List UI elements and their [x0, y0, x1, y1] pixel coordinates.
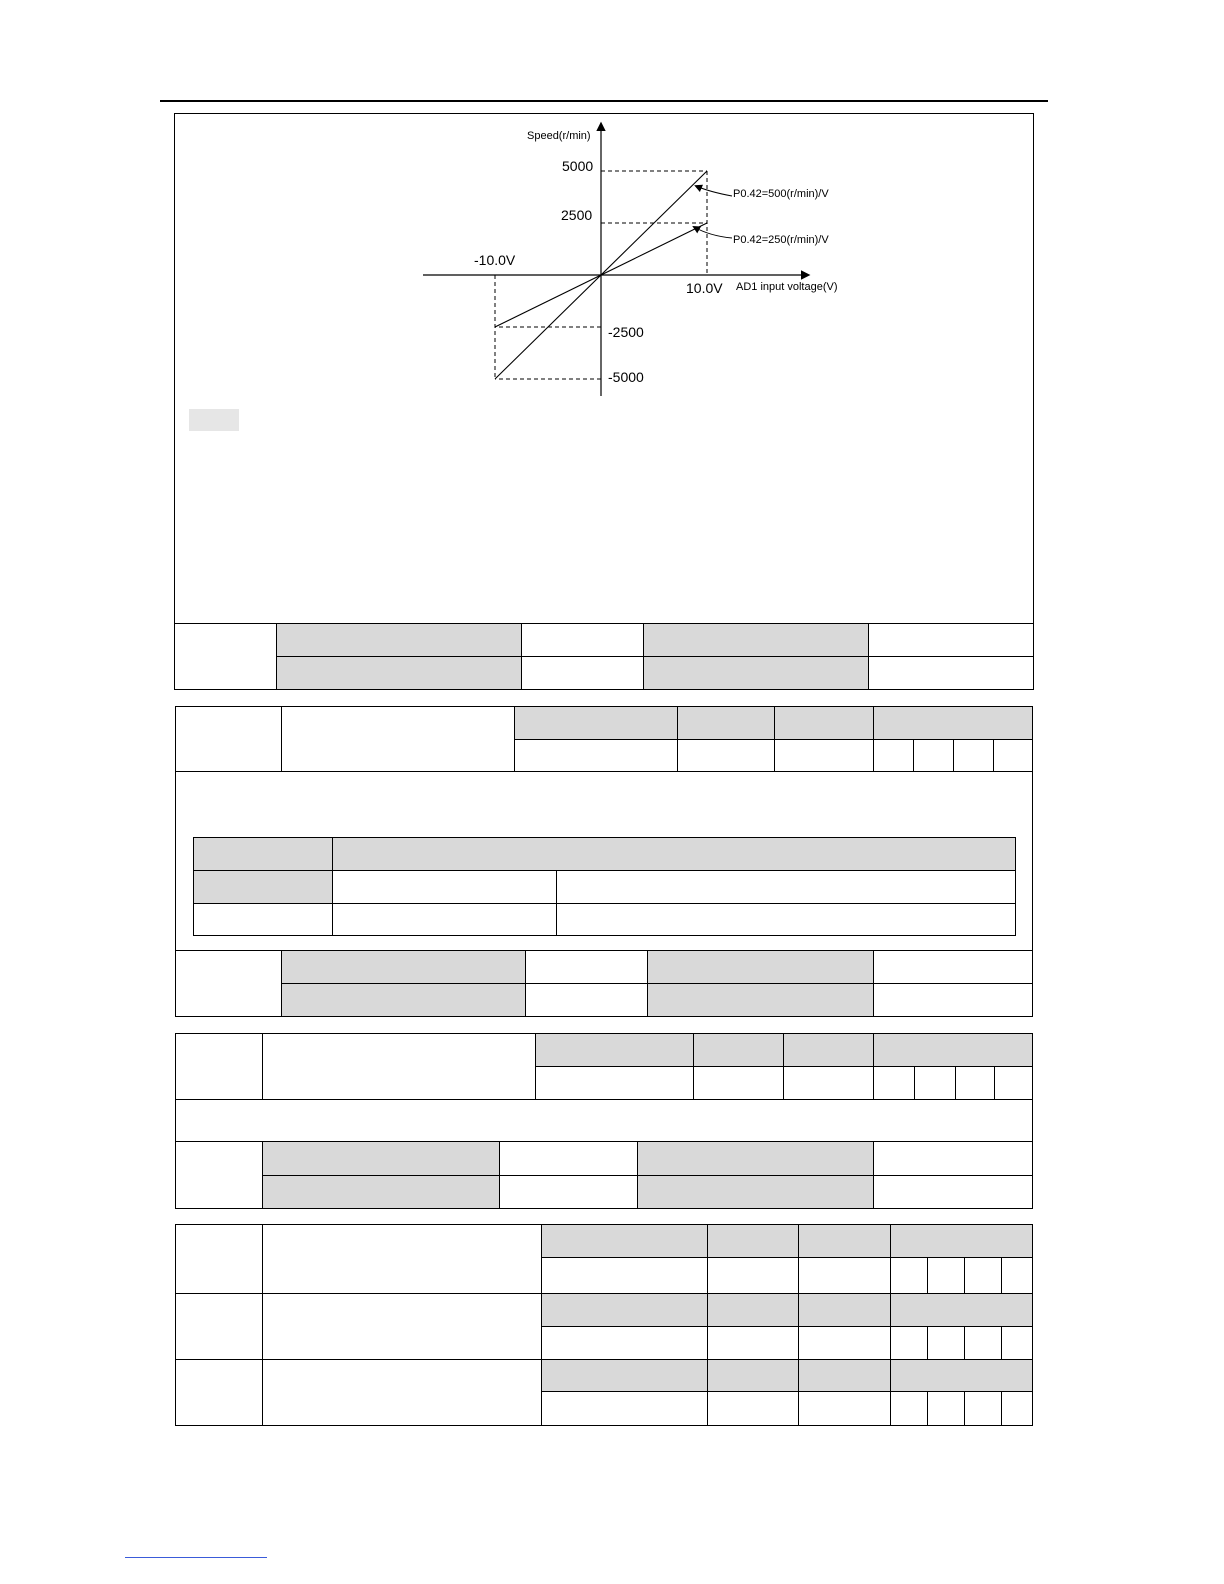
annotation-label: P0.42=250(r/min)/V [733, 234, 829, 246]
block2-mode-cell [953, 739, 994, 772]
block3-cell [637, 1175, 874, 1209]
block4-mode-cell [890, 1257, 928, 1294]
block4-mode-cell [927, 1326, 965, 1360]
x-tick-label: 10.0V [686, 280, 723, 296]
block4-mode-cell [964, 1326, 1002, 1360]
block2-cell [873, 950, 1033, 984]
inner-table-cell [556, 870, 1016, 904]
block1-cell [868, 656, 1034, 690]
block1-row-label [174, 623, 277, 690]
inner-table-header [332, 837, 1016, 871]
block2-head-cell [677, 706, 775, 740]
block2-head-cell [514, 706, 678, 740]
block2-value-cell [677, 739, 775, 772]
block4-mode-cell [964, 1257, 1002, 1294]
block3-value-cell [783, 1066, 874, 1100]
block2-cell [281, 950, 526, 984]
block3-row-label [175, 1141, 263, 1209]
block3-cell [262, 1175, 500, 1209]
block4-head-cell [707, 1224, 799, 1258]
block4-value-cell [707, 1326, 799, 1360]
block2-head-cell [774, 706, 874, 740]
block4-head-cell [541, 1224, 708, 1258]
block4-mode-cell [1001, 1391, 1033, 1426]
block4-value-cell [798, 1257, 891, 1294]
block4-head-cell [890, 1293, 1033, 1327]
block3-head-cell [783, 1033, 874, 1067]
inner-table-cell [193, 903, 333, 936]
block2-mode-cell [873, 739, 914, 772]
block2-mode-cell [993, 739, 1033, 772]
block4-head-cell [798, 1293, 891, 1327]
inner-table-cell [556, 903, 1016, 936]
block3-cell [873, 1175, 1033, 1209]
x-axis-label: AD1 input voltage(V) [736, 281, 838, 293]
block4-value-cell [798, 1391, 891, 1426]
block2-cell [281, 983, 526, 1017]
block2-row-label [175, 950, 282, 1017]
block2-value-cell [774, 739, 874, 772]
block3-mode-cell [914, 1066, 956, 1100]
block1-cell [521, 656, 644, 690]
block1-cell [643, 656, 869, 690]
block4-mode-cell [890, 1326, 928, 1360]
block3-head-cell [693, 1033, 784, 1067]
footer-link-underline [125, 1557, 267, 1558]
block2-cell [647, 950, 874, 984]
annotation-label: P0.42=500(r/min)/V [733, 188, 829, 200]
block4-head-cell [707, 1359, 799, 1392]
block2-cell [525, 983, 648, 1017]
block2-mode-cell [913, 739, 954, 772]
block4-head-cell [707, 1293, 799, 1327]
note-label [189, 409, 239, 431]
block4-head-cell [798, 1359, 891, 1392]
block4-value-cell [798, 1326, 891, 1360]
block3-value-cell [693, 1066, 784, 1100]
block1-cell [521, 623, 644, 657]
block1-cell [643, 623, 869, 657]
block4-head-cell [541, 1293, 708, 1327]
block3-code-cell [175, 1033, 263, 1100]
block2-cell [525, 950, 648, 984]
block4-mode-cell [890, 1391, 928, 1426]
block4-mode-cell [927, 1257, 965, 1294]
block3-head-cell [873, 1033, 1033, 1067]
block4-value-cell [541, 1326, 708, 1360]
block1-cell [868, 623, 1034, 657]
block4-code-cell [175, 1293, 263, 1360]
page-header-rule [160, 100, 1048, 102]
block4-code-cell [175, 1224, 263, 1294]
x-tick-label: -10.0V [474, 252, 516, 268]
block4-name-cell [262, 1224, 542, 1294]
block4-value-cell [541, 1391, 708, 1426]
block4-mode-cell [964, 1391, 1002, 1426]
block4-code-cell [175, 1359, 263, 1426]
block4-value-cell [541, 1257, 708, 1294]
block4-value-cell [707, 1391, 799, 1426]
block3-cell [499, 1141, 638, 1176]
block4-name-cell [262, 1359, 542, 1426]
inner-table-cell [332, 903, 557, 936]
block4-name-cell [262, 1293, 542, 1360]
block4-mode-cell [1001, 1257, 1033, 1294]
block3-head-cell [535, 1033, 694, 1067]
y-tick-label: -5000 [608, 369, 644, 385]
block3-description [175, 1099, 1033, 1142]
inner-table-cell [332, 870, 557, 904]
annotation-arrow-0 [696, 186, 732, 196]
block2-cell [647, 983, 874, 1017]
block3-cell [499, 1175, 638, 1209]
block4-mode-cell [1001, 1326, 1033, 1360]
block3-name-cell [262, 1033, 536, 1100]
block4-head-cell [798, 1224, 891, 1258]
block3-mode-cell [955, 1066, 995, 1100]
block2-value-cell [514, 739, 678, 772]
inner-table-header [193, 837, 333, 871]
inner-table-cell [193, 870, 333, 904]
speed-voltage-chart [410, 118, 850, 403]
block3-value-cell [535, 1066, 694, 1100]
y-tick-label: -2500 [608, 324, 644, 340]
annotation-arrow-1 [694, 227, 732, 238]
block1-cell [276, 623, 522, 657]
y-tick-label: 2500 [561, 207, 593, 223]
block1-cell [276, 656, 522, 690]
block3-mode-cell [994, 1066, 1033, 1100]
block4-head-cell [890, 1359, 1033, 1392]
block2-code-cell [175, 706, 282, 772]
block2-name-cell [281, 706, 515, 772]
block2-head-cell [873, 706, 1033, 740]
block4-head-cell [890, 1224, 1033, 1258]
block3-cell [637, 1141, 874, 1176]
block3-mode-cell [873, 1066, 915, 1100]
block4-value-cell [707, 1257, 799, 1294]
y-axis-label: Speed(r/min) [527, 130, 591, 142]
block4-mode-cell [927, 1391, 965, 1426]
block3-cell [873, 1141, 1033, 1176]
block4-head-cell [541, 1359, 708, 1392]
block3-cell [262, 1141, 500, 1176]
block2-cell [873, 983, 1033, 1017]
y-tick-label: 5000 [562, 158, 594, 174]
